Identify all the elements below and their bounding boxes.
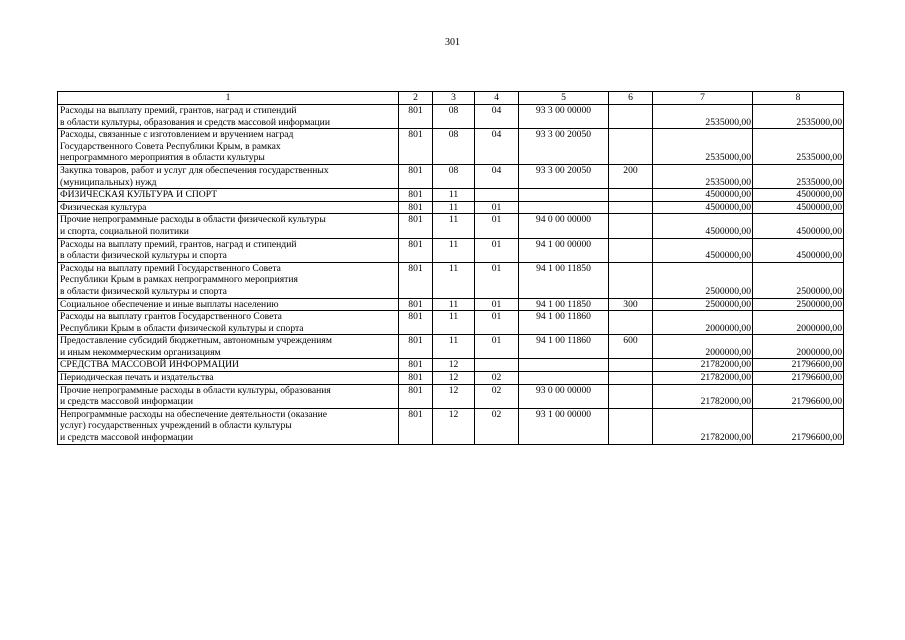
description-line: Социальное обеспечение и иные выплаты населению — [60, 298, 279, 310]
section-code: 11 — [433, 238, 475, 262]
description-line: и средств массовой информации — [60, 432, 193, 444]
department-code: 801 — [399, 189, 433, 202]
table-row — [58, 408, 844, 444]
target-article-code — [519, 201, 609, 214]
expense-type-code — [609, 372, 653, 385]
section-code: 12 — [433, 359, 475, 372]
subsection-code: 01 — [475, 214, 519, 238]
table-header-row — [58, 92, 844, 105]
table-row — [58, 311, 844, 335]
subsection-code: 02 — [475, 384, 519, 408]
description-line: услуг) государственных учреждений в области культуры — [60, 420, 292, 432]
amount-year-1: 2000000,00 — [653, 335, 753, 359]
amount-year-1: 2535000,00 — [653, 164, 753, 188]
row-description — [58, 214, 399, 238]
expense-type-code: 200 — [609, 164, 653, 188]
row-description — [58, 408, 399, 444]
target-article-code: 93 1 00 00000 — [519, 408, 609, 444]
section-code: 11 — [433, 201, 475, 214]
description-line: Расходы, связанные с изготовлением и вручением наград — [60, 129, 294, 141]
page-number: 301 — [445, 37, 460, 48]
expense-type-code: 300 — [609, 298, 653, 311]
expense-type-code — [609, 311, 653, 335]
subsection-code: 04 — [475, 129, 519, 165]
row-description — [58, 189, 399, 202]
expense-type-code — [609, 214, 653, 238]
amount-year-2: 2000000,00 — [753, 311, 844, 335]
budget-table — [57, 91, 844, 445]
expense-type-code — [609, 238, 653, 262]
description-line: Республики Крым в области физической культуры и спорта — [60, 322, 304, 334]
row-description — [58, 105, 399, 129]
target-article-code — [519, 359, 609, 372]
description-line: в области физической культуры и спорта — [60, 285, 227, 297]
target-article-code: 93 3 00 00000 — [519, 105, 609, 129]
department-code: 801 — [399, 298, 433, 311]
amount-year-1: 21782000,00 — [653, 384, 753, 408]
description-line: непрограммного мероприятия в области культуры — [60, 152, 265, 164]
section-code: 11 — [433, 335, 475, 359]
amount-year-2: 4500000,00 — [753, 238, 844, 262]
section-code: 11 — [433, 262, 475, 298]
description-line: Республики Крым в рамках непрограммного мероприятия — [60, 274, 298, 286]
expense-type-code — [609, 189, 653, 202]
target-article-code: 93 3 00 20050 — [519, 164, 609, 188]
column-header: 6 — [609, 92, 653, 105]
department-code: 801 — [399, 262, 433, 298]
table-row — [58, 214, 844, 238]
amount-year-1: 2535000,00 — [653, 129, 753, 165]
target-article-code: 94 1 00 11860 — [519, 335, 609, 359]
table-row — [58, 189, 844, 202]
row-description — [58, 129, 399, 165]
department-code: 801 — [399, 359, 433, 372]
expense-type-code — [609, 105, 653, 129]
target-article-code: 93 0 00 00000 — [519, 384, 609, 408]
section-code: 08 — [433, 105, 475, 129]
table-row — [58, 298, 844, 311]
table-row — [58, 129, 844, 165]
description-line: (муниципальных) нужд — [60, 176, 157, 188]
row-description — [58, 201, 399, 214]
amount-year-1: 21782000,00 — [653, 408, 753, 444]
row-description — [58, 311, 399, 335]
subsection-code: 04 — [475, 105, 519, 129]
description-line: Закупка товаров, работ и услуг для обеспечения государственных — [60, 164, 329, 176]
amount-year-2: 2500000,00 — [753, 298, 844, 311]
target-article-code: 94 1 00 11850 — [519, 298, 609, 311]
description-line: Непрограммные расходы на обеспечение деятельности (оказание — [60, 408, 328, 420]
amount-year-2: 4500000,00 — [753, 201, 844, 214]
target-article-code — [519, 189, 609, 202]
department-code: 801 — [399, 384, 433, 408]
amount-year-2: 21796600,00 — [753, 384, 844, 408]
description-line: и иным некоммерческим организациям — [60, 346, 221, 358]
amount-year-1: 21782000,00 — [653, 359, 753, 372]
row-description — [58, 238, 399, 262]
target-article-code: 94 1 00 00000 — [519, 238, 609, 262]
target-article-code: 93 3 00 20050 — [519, 129, 609, 165]
amount-year-2: 4500000,00 — [753, 214, 844, 238]
column-header: 4 — [475, 92, 519, 105]
description-line: и средств массовой информации — [60, 396, 193, 408]
amount-year-2: 2535000,00 — [753, 164, 844, 188]
department-code: 801 — [399, 311, 433, 335]
amount-year-2: 2500000,00 — [753, 262, 844, 298]
column-header: 7 — [653, 92, 753, 105]
department-code: 801 — [399, 238, 433, 262]
description-line: в области культуры, образования и средств массовой информации — [60, 116, 330, 128]
subsection-code: 02 — [475, 372, 519, 385]
subsection-code — [475, 359, 519, 372]
description-line: Предоставление субсидий бюджетным, автономным учреждениям — [60, 335, 332, 347]
description-line: Прочие непрограммные расходы в области культуры, образования — [60, 384, 331, 396]
amount-year-2: 4500000,00 — [753, 189, 844, 202]
department-code: 801 — [399, 105, 433, 129]
description-line: в области физической культуры и спорта — [60, 250, 227, 262]
expense-type-code — [609, 201, 653, 214]
description-line: и спорта, социальной политики — [60, 225, 189, 237]
description-line: Государственного Совета Республики Крым, в рамках — [60, 140, 281, 152]
subsection-code: 01 — [475, 201, 519, 214]
table-row — [58, 238, 844, 262]
row-description — [58, 164, 399, 188]
section-code: 08 — [433, 164, 475, 188]
amount-year-1: 21782000,00 — [653, 372, 753, 385]
description-line: Расходы на выплату премий Государственного Совета — [60, 262, 281, 274]
section-code: 11 — [433, 298, 475, 311]
table-row — [58, 105, 844, 129]
description-line: Расходы на выплату премий, грантов, наград и стипендий — [60, 238, 297, 250]
subsection-code: 01 — [475, 262, 519, 298]
amount-year-2: 2535000,00 — [753, 129, 844, 165]
column-header: 5 — [519, 92, 609, 105]
description-line: Расходы на выплату грантов Государственного Совета — [60, 311, 282, 323]
amount-year-1: 4500000,00 — [653, 214, 753, 238]
target-article-code — [519, 372, 609, 385]
target-article-code: 94 0 00 00000 — [519, 214, 609, 238]
table-row — [58, 384, 844, 408]
department-code: 801 — [399, 129, 433, 165]
section-code: 12 — [433, 372, 475, 385]
target-article-code: 94 1 00 11850 — [519, 262, 609, 298]
expense-type-code: 600 — [609, 335, 653, 359]
description-line: ФИЗИЧЕСКАЯ КУЛЬТУРА И СПОРТ — [60, 189, 218, 201]
expense-type-code — [609, 262, 653, 298]
row-description — [58, 384, 399, 408]
amount-year-2: 21796600,00 — [753, 408, 844, 444]
expense-type-code — [609, 408, 653, 444]
amount-year-1: 2535000,00 — [653, 105, 753, 129]
amount-year-1: 2500000,00 — [653, 298, 753, 311]
amount-year-2: 2535000,00 — [753, 105, 844, 129]
table-row — [58, 372, 844, 385]
amount-year-2: 2000000,00 — [753, 335, 844, 359]
column-header: 3 — [433, 92, 475, 105]
row-description — [58, 298, 399, 311]
table-body — [58, 92, 844, 445]
row-description — [58, 359, 399, 372]
description-line: СРЕДСТВА МАССОВОЙ ИНФОРМАЦИИ — [60, 359, 239, 371]
amount-year-2: 21796600,00 — [753, 359, 844, 372]
department-code: 801 — [399, 335, 433, 359]
amount-year-1: 4500000,00 — [653, 189, 753, 202]
description-line: Периодическая печать и издательства — [60, 372, 214, 384]
subsection-code: 04 — [475, 164, 519, 188]
department-code: 801 — [399, 372, 433, 385]
department-code: 801 — [399, 201, 433, 214]
subsection-code: 01 — [475, 335, 519, 359]
section-code: 12 — [433, 384, 475, 408]
subsection-code: 01 — [475, 311, 519, 335]
department-code: 801 — [399, 164, 433, 188]
row-description — [58, 335, 399, 359]
table-row — [58, 164, 844, 188]
table-row — [58, 335, 844, 359]
amount-year-1: 2000000,00 — [653, 311, 753, 335]
description-line: Расходы на выплату премий, грантов, наград и стипендий — [60, 105, 297, 116]
amount-year-1: 4500000,00 — [653, 201, 753, 214]
expense-type-code — [609, 359, 653, 372]
column-header: 8 — [753, 92, 844, 105]
section-code: 11 — [433, 311, 475, 335]
column-header: 2 — [399, 92, 433, 105]
row-description — [58, 262, 399, 298]
row-description — [58, 372, 399, 385]
subsection-code: 01 — [475, 298, 519, 311]
table-row — [58, 262, 844, 298]
expense-type-code — [609, 384, 653, 408]
table-row — [58, 359, 844, 372]
amount-year-1: 4500000,00 — [653, 238, 753, 262]
table-row — [58, 201, 844, 214]
target-article-code: 94 1 00 11860 — [519, 311, 609, 335]
subsection-code: 02 — [475, 408, 519, 444]
column-header: 1 — [58, 92, 399, 105]
section-code: 11 — [433, 189, 475, 202]
subsection-code: 01 — [475, 238, 519, 262]
amount-year-1: 2500000,00 — [653, 262, 753, 298]
description-line: Прочие непрограммные расходы в области физической культуры — [60, 214, 326, 226]
section-code: 08 — [433, 129, 475, 165]
department-code: 801 — [399, 214, 433, 238]
section-code: 12 — [433, 408, 475, 444]
section-code: 11 — [433, 214, 475, 238]
department-code: 801 — [399, 408, 433, 444]
subsection-code — [475, 189, 519, 202]
expense-type-code — [609, 129, 653, 165]
description-line: Физическая культура — [60, 201, 147, 213]
amount-year-2: 21796600,00 — [753, 372, 844, 385]
